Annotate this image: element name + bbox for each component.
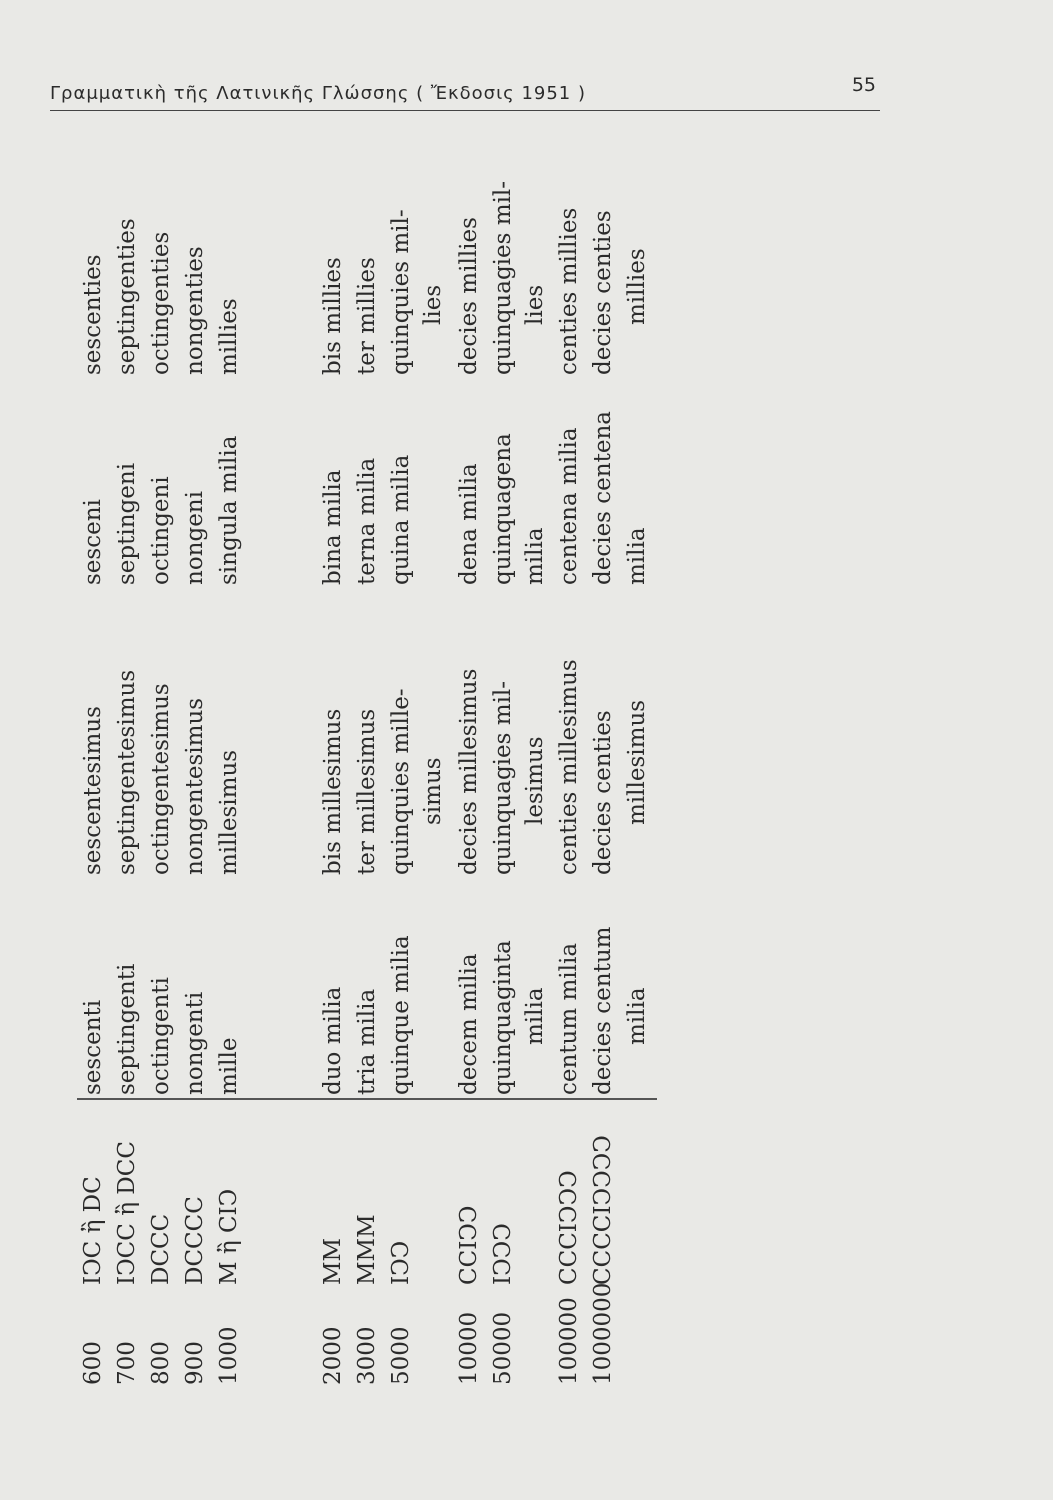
cardinal-cell: milia: [624, 987, 650, 1045]
table-row: [453, 135, 485, 1385]
roman-cell: IↃↃↃ: [490, 1223, 516, 1285]
distributive-cell: decies centena: [590, 411, 616, 585]
ordinal-cell: decies centies: [590, 710, 616, 875]
table-row: [487, 135, 519, 1385]
page-number: 55: [851, 74, 876, 96]
number-cell: 50000: [490, 1311, 516, 1385]
adverb-cell: millies: [624, 248, 650, 325]
distributive-cell: singula milia: [216, 435, 242, 585]
cardinal-cell: sescenti: [80, 999, 106, 1095]
table-row: [111, 135, 143, 1385]
distributive-cell: terna milia: [354, 457, 380, 585]
cardinal-cell: decem milia: [456, 953, 482, 1095]
roman-cell: M ἢ CIↃ: [216, 1188, 242, 1285]
number-cell: 700: [114, 1341, 140, 1385]
number-cell: 3000: [354, 1326, 380, 1385]
cardinal-cell: centum milia: [556, 942, 582, 1095]
number-cell: 100000: [556, 1297, 582, 1385]
roman-cell: DCCC: [148, 1213, 174, 1285]
number-cell: 800: [148, 1341, 174, 1385]
table-row: [385, 135, 417, 1385]
page-header: [50, 70, 880, 111]
ordinal-cell: ter millesimus: [354, 708, 380, 875]
number-cell: 1000: [216, 1326, 242, 1385]
table-row: [417, 135, 449, 1385]
distributive-cell: milia: [624, 527, 650, 585]
distributive-cell: sesceni: [80, 499, 106, 585]
cardinal-cell: duo milia: [320, 986, 346, 1095]
ordinal-cell: octingentesimus: [148, 683, 174, 875]
adverb-cell: decies centies: [590, 210, 616, 375]
adverb-cell: sescenties: [80, 254, 106, 375]
ordinal-cell: septingentesimus: [114, 669, 140, 875]
cardinal-cell: quinquaginta: [490, 940, 516, 1095]
roman-cell: CCCCIↃↃↃↃ: [590, 1135, 616, 1285]
distributive-cell: nongeni: [182, 491, 208, 585]
number-cell: 5000: [388, 1326, 414, 1385]
number-cell: 900: [182, 1341, 208, 1385]
header-title: Γραμματικὴ τῆς Λατινικῆς Γλώσσης ( Ἔκδοσις 1951 ): [50, 83, 586, 104]
table-row: [179, 135, 211, 1385]
adverb-cell: septingenties: [114, 218, 140, 375]
adverb-cell: ter millies: [354, 257, 380, 375]
ordinal-cell: sescentesimus: [80, 706, 106, 875]
adverb-cell: lies: [420, 284, 446, 325]
table-row: [519, 135, 551, 1385]
table-row: [145, 135, 177, 1385]
distributive-cell: quinquagena: [490, 433, 516, 585]
roman-cell: IↃC ἢ DC: [80, 1176, 106, 1285]
distributive-cell: septingeni: [114, 462, 140, 585]
adverb-cell: octingenties: [148, 231, 174, 375]
distributive-cell: octingeni: [148, 476, 174, 585]
roman-cell: MM: [320, 1237, 346, 1285]
distributive-cell: dena milia: [456, 463, 482, 585]
cardinal-cell: mille: [216, 1037, 242, 1095]
number-cell: 10000: [456, 1311, 482, 1385]
roman-cell: DCCCC: [182, 1196, 208, 1285]
distributive-cell: quina milia: [388, 454, 414, 585]
ordinal-cell: millesimus: [624, 699, 650, 825]
table-row: [317, 135, 349, 1385]
cardinal-cell: decies centum: [590, 926, 616, 1095]
table-row: [621, 135, 653, 1385]
roman-cell: IↃↃ: [388, 1240, 414, 1285]
adverb-cell: quinquagies mil-: [490, 180, 516, 375]
roman-cell: CCIↃↃ: [456, 1205, 482, 1285]
adverb-cell: bis millies: [320, 257, 346, 375]
ordinal-cell: nongentesimus: [182, 697, 208, 875]
number-cell: 2000: [320, 1326, 346, 1385]
adverb-cell: decies millies: [456, 217, 482, 375]
adverb-cell: nongenties: [182, 246, 208, 375]
roman-cell: CCCIↃↃↃ: [556, 1170, 582, 1285]
ordinal-cell: bis millesimus: [320, 708, 346, 875]
distributive-cell: bina milia: [320, 469, 346, 585]
cardinal-cell: tria milia: [354, 988, 380, 1095]
cardinal-cell: quinque milia: [388, 935, 414, 1095]
roman-cell: MMM: [354, 1214, 380, 1285]
distributive-cell: milia: [522, 527, 548, 585]
distributive-cell: centena milia: [556, 427, 582, 585]
table-row: [587, 135, 619, 1385]
ordinal-cell: quinquies mille-: [388, 688, 414, 875]
ordinal-cell: lesimus: [522, 736, 548, 825]
table-row: [213, 135, 245, 1385]
roman-cell: IↃCC ἢ DCC: [114, 1141, 140, 1285]
table-row: [553, 135, 585, 1385]
number-cell: 600: [80, 1341, 106, 1385]
ordinal-cell: millesimus: [216, 749, 242, 875]
cardinal-cell: septingenti: [114, 963, 140, 1095]
adverb-cell: quinquies mil-: [388, 209, 414, 375]
ordinal-cell: decies millesimus: [456, 668, 482, 875]
cardinal-cell: octingenti: [148, 977, 174, 1095]
table-row: [77, 135, 109, 1385]
adverb-cell: centies millies: [556, 207, 582, 375]
adverb-cell: lies: [522, 284, 548, 325]
cardinal-cell: nongenti: [182, 991, 208, 1095]
table-row: [351, 135, 383, 1385]
ordinal-cell: quinquagies mil-: [490, 680, 516, 875]
cardinal-cell: milia: [522, 987, 548, 1045]
ordinal-cell: simus: [420, 757, 446, 825]
ordinal-cell: centies millesimus: [556, 659, 582, 875]
number-cell: 1000000: [590, 1282, 616, 1385]
adverb-cell: millies: [216, 298, 242, 375]
numerals-table: [77, 135, 657, 1385]
